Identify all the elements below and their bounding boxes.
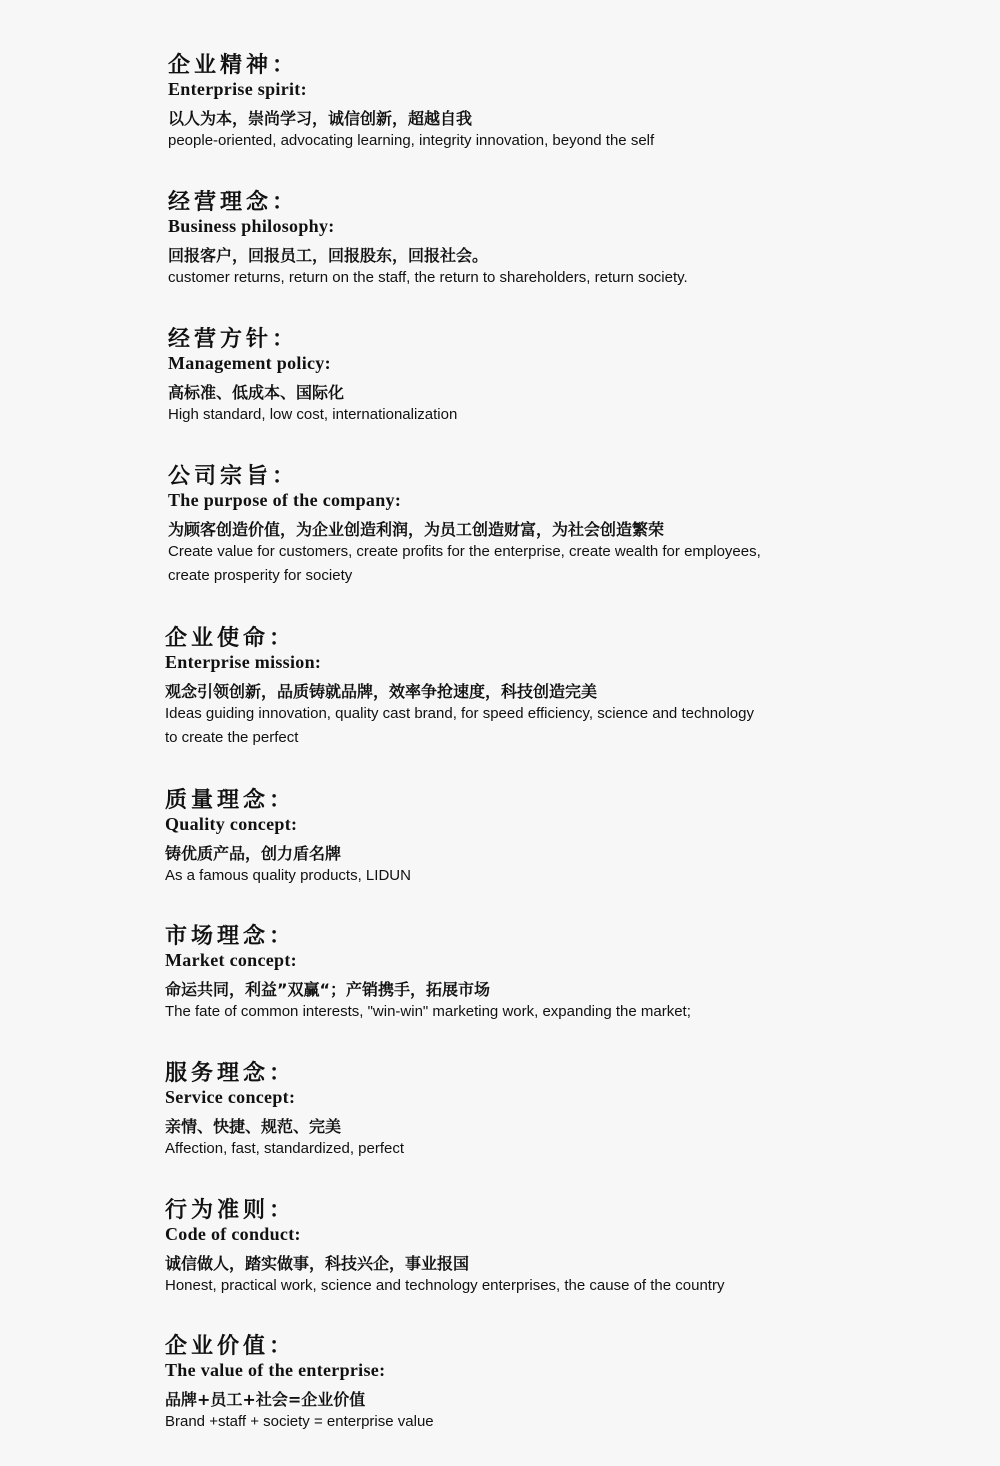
section-enterprise-value xyxy=(165,1333,865,1433)
section-text-en: Affection, fast, standardized, perfect xyxy=(165,1140,405,1157)
section-title-en: Code of conduct: xyxy=(165,1224,301,1244)
section-text-zh: 命运共同，利益”双赢“；产销携手，拓展市场 xyxy=(165,980,491,999)
section-title-en: Enterprise spirit: xyxy=(168,79,307,99)
section-enterprise-spirit xyxy=(168,52,868,152)
section-text-zh: 以人为本，崇尚学习，诚信创新，超越自我 xyxy=(168,109,473,128)
section-title-en: Service concept: xyxy=(165,1087,296,1107)
section-text-en: As a famous quality products, LIDUN xyxy=(165,867,411,884)
section-text-zh: 高标准、低成本、国际化 xyxy=(168,383,345,402)
section-text-en: The fate of common interests, "win-win" marketing work, expanding the market; xyxy=(165,1003,691,1020)
section-title-zh: 行为准则： xyxy=(165,1197,296,1223)
section-text-en-continued: create prosperity for society xyxy=(168,567,353,584)
section-text-en: people-oriented, advocating learning, integrity innovation, beyond the self xyxy=(168,132,655,149)
section-title-en: Management policy: xyxy=(168,353,331,373)
section-text-en: Honest, practical work, science and technology enterprises, the cause of the country xyxy=(165,1277,725,1294)
section-text-zh: 品牌+员工+社会=企业价值 xyxy=(165,1390,366,1409)
section-text-en-continued: to create the perfect xyxy=(165,729,299,746)
section-title-en: Business philosophy: xyxy=(168,216,335,236)
section-market-concept xyxy=(165,923,865,1023)
section-title-zh: 经营方针： xyxy=(168,326,299,352)
section-text-zh: 观念引领创新，品质铸就品牌，效率争抢速度，科技创造完美 xyxy=(165,682,598,701)
section-text-zh: 诚信做人，踏实做事，科技兴企，事业报国 xyxy=(165,1254,470,1273)
section-title-zh: 企业价值： xyxy=(165,1333,296,1359)
section-service-concept xyxy=(165,1060,865,1160)
section-title-zh: 经营理念： xyxy=(168,189,299,215)
section-title-zh: 服务理念： xyxy=(165,1060,296,1086)
section-title-zh: 公司宗旨： xyxy=(168,463,299,489)
section-business-philosophy xyxy=(168,189,868,289)
section-title-zh: 市场理念： xyxy=(165,923,296,949)
section-title-zh: 质量理念： xyxy=(165,787,296,813)
section-text-en: customer returns, return on the staff, the return to shareholders, return society. xyxy=(168,269,688,286)
section-text-zh: 为顾客创造价值，为企业创造利润，为员工创造财富，为社会创造繁荣 xyxy=(168,520,665,539)
section-text-zh: 铸优质产品，创力盾名牌 xyxy=(165,844,342,863)
section-title-zh: 企业使命： xyxy=(165,625,296,651)
section-text-zh: 亲情、快捷、规范、完美 xyxy=(165,1117,342,1136)
section-text-zh: 回报客户，回报员工，回报股东，回报社会。 xyxy=(168,246,489,265)
section-title-en: The value of the enterprise: xyxy=(165,1360,386,1380)
section-text-en: High standard, low cost, internationalization xyxy=(168,406,458,423)
section-title-en: The purpose of the company: xyxy=(168,490,402,510)
section-company-purpose xyxy=(168,463,868,587)
section-text-en: Brand +staff + society = enterprise value xyxy=(165,1413,434,1430)
section-title-zh: 企业精神： xyxy=(168,52,299,78)
section-title-en: Quality concept: xyxy=(165,814,298,834)
section-title-en: Market concept: xyxy=(165,950,297,970)
section-text-en: Ideas guiding innovation, quality cast brand, for speed efficiency, science and technology xyxy=(165,705,754,722)
section-code-of-conduct xyxy=(165,1197,865,1297)
section-text-en: Create value for customers, create profits for the enterprise, create wealth for employees, xyxy=(168,543,761,560)
section-management-policy xyxy=(168,326,868,426)
section-enterprise-mission xyxy=(165,625,865,749)
section-title-en: Enterprise mission: xyxy=(165,652,322,672)
section-quality-concept xyxy=(165,787,865,887)
